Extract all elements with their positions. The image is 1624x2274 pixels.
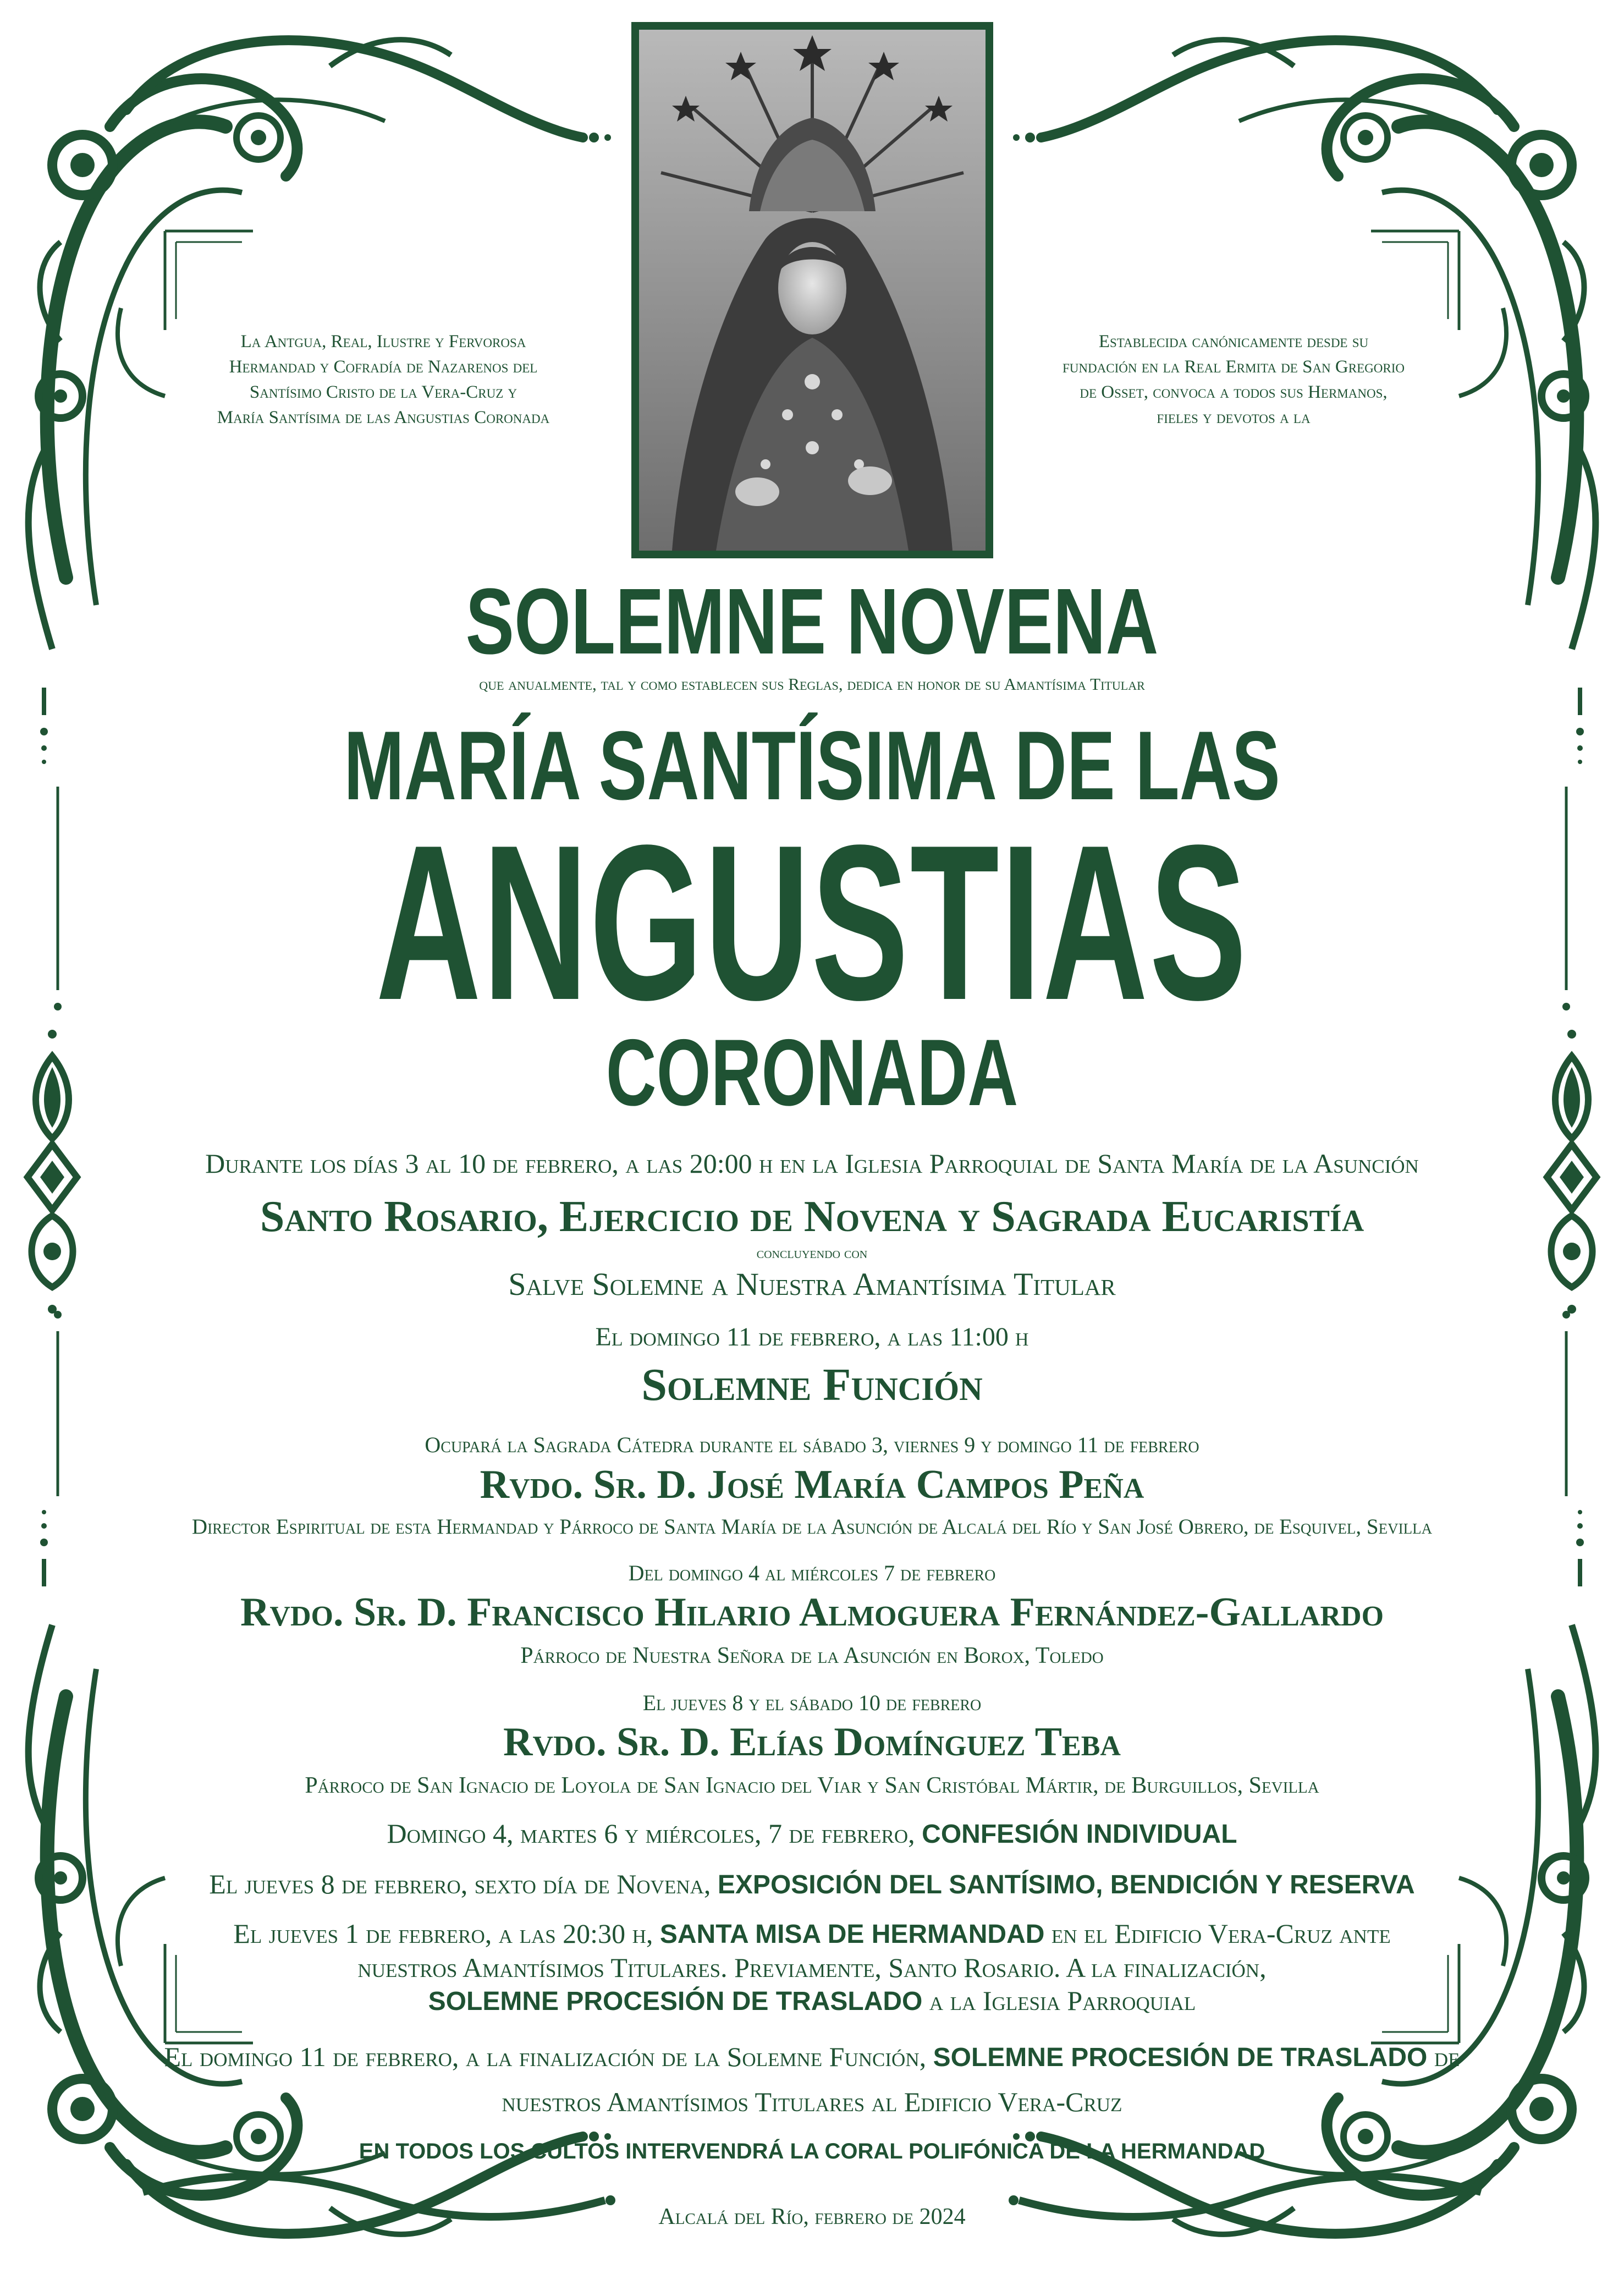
preacher-when: Del domingo 4 al miércoles 7 de febrero <box>628 1561 996 1585</box>
notice-text: El jueves 1 de febrero, a las 20:30 h, <box>233 1918 660 1949</box>
notice-text: a la Iglesia Parroquial <box>922 1985 1196 2016</box>
title-maria-santisima: MARÍA SANTÍSIMA DE LAS <box>344 711 1280 820</box>
intro-right-line: fundación en la Real Ermita de San Gregorio <box>1063 357 1405 377</box>
notice-highlight: CONFESIÓN INDIVIDUAL <box>922 1820 1237 1849</box>
notice-misa <box>0 1916 1624 1952</box>
intro-right-line: fieles y devotos a la <box>1157 408 1311 427</box>
footer-place-date: Alcalá del Río, febrero de 2024 <box>658 2204 966 2229</box>
funcion-date: El domingo 11 de febrero, a las 11:00 h <box>595 1322 1029 1352</box>
notice-traslado <box>0 2040 1624 2075</box>
title-coronada: CORONADA <box>605 1020 1019 1125</box>
notice-traslado-continued: nuestros Amantísimos Titulares al Edificio Vera-Cruz <box>502 2086 1122 2117</box>
notice-highlight: SOLEMNE PROCESIÓN DE TRASLADO <box>933 2043 1428 2072</box>
intro-left <box>194 329 573 430</box>
preacher-role: Director Espiritual de esta Hermandad y Párroco de Santa María de la Asunción de Alcalá del Río y San José Obrero, de Esquivel, Sevilla <box>191 1515 1433 1539</box>
preacher-when: Ocupará la Sagrada Cátedra durante el sábado 3, viernes 9 y domingo 11 de febrero <box>425 1432 1199 1457</box>
funcion-title: Solemne Función <box>641 1359 983 1410</box>
preacher-role: Párroco de Nuestra Señora de la Asunción en Borox, Toledo <box>520 1643 1104 1668</box>
notice-text: El jueves 8 de febrero, sexto día de Novena, <box>209 1869 718 1899</box>
novena-dates: Durante los días 3 al 10 de febrero, a las 20:00 h en la Iglesia Parroquial de Santa María de la Asunción <box>205 1148 1419 1179</box>
notice-confesion <box>0 1816 1624 1852</box>
preacher-role: Párroco de San Ignacio de Loyola de San Ignacio del Viar y San Cristóbal Mártir, de Burguillos, Sevilla <box>305 1773 1319 1798</box>
notice-text: El domingo 11 de febrero, a la finalización de la Solemne Función, <box>164 2041 933 2072</box>
notice-text: Domingo 4, martes 6 y miércoles, 7 de febrero, <box>387 1818 922 1849</box>
title-angustias: ANGUSTIAS <box>376 799 1248 1046</box>
title-solemne-novena: SOLEMNE NOVENA <box>465 569 1159 674</box>
notice-highlight: SANTA MISA DE HERMANDAD <box>659 1920 1045 1949</box>
notice-misa-continued: nuestros Amantísimos Titulares. Previamente, Santo Rosario. A la finalización, <box>357 1952 1267 1983</box>
virgin-photo <box>631 22 993 558</box>
novena-subtitle: que anualmente, tal y como establecen sus Reglas, dedica en honor de su Amantísima Titular <box>479 674 1145 694</box>
intro-left-line: Hermandad y Cofradía de Nazarenos del <box>229 357 538 377</box>
novena-salve: Salve Solemne a Nuestra Amantísima Titular <box>508 1266 1116 1302</box>
notice-highlight: EXPOSICIÓN DEL SANTÍSIMO, BENDICIÓN Y RESERVA <box>717 1870 1415 1899</box>
notice-misa-traslado <box>0 1984 1624 2019</box>
preacher-when: El jueves 8 y el sábado 10 de febrero <box>642 1690 982 1715</box>
intro-left-line: María Santísima de las Angustias Coronada <box>217 408 550 427</box>
preacher-name: Rvdo. Sr. D. Elías Domínguez Teba <box>503 1720 1121 1765</box>
notice-text: en el Edificio Vera-Cruz ante <box>1044 1918 1391 1949</box>
intro-right-line: Establecida canónicamente desde su <box>1098 332 1369 351</box>
notice-highlight: SOLEMNE PROCESIÓN DE TRASLADO <box>428 1987 923 2016</box>
preacher-name: Rvdo. Sr. D. José María Campos Peña <box>480 1462 1144 1507</box>
intro-right <box>1044 329 1423 430</box>
intro-left-line: Santísimo Cristo de la Vera-Cruz y <box>249 382 518 402</box>
preacher-name: Rvdo. Sr. D. Francisco Hilario Almoguera Fernández-Gallardo <box>240 1590 1384 1635</box>
novena-concluyendo: concluyendo con <box>756 1245 868 1262</box>
novena-rosario: Santo Rosario, Ejercicio de Novena y Sagrada Eucaristía <box>260 1193 1364 1241</box>
notice-text: de <box>1427 2041 1460 2072</box>
intro-right-line: de Osset, convoca a todos sus Hermanos, <box>1080 382 1388 402</box>
intro-left-line: La Antgua, Real, Ilustre y Fervorosa <box>240 332 526 351</box>
notice-coral: EN TODOS LOS CULTOS INTERVENDRÁ LA CORAL POLIFÓNICA DE LA HERMANDAD <box>359 2139 1265 2163</box>
notice-exposicion <box>0 1867 1624 1902</box>
